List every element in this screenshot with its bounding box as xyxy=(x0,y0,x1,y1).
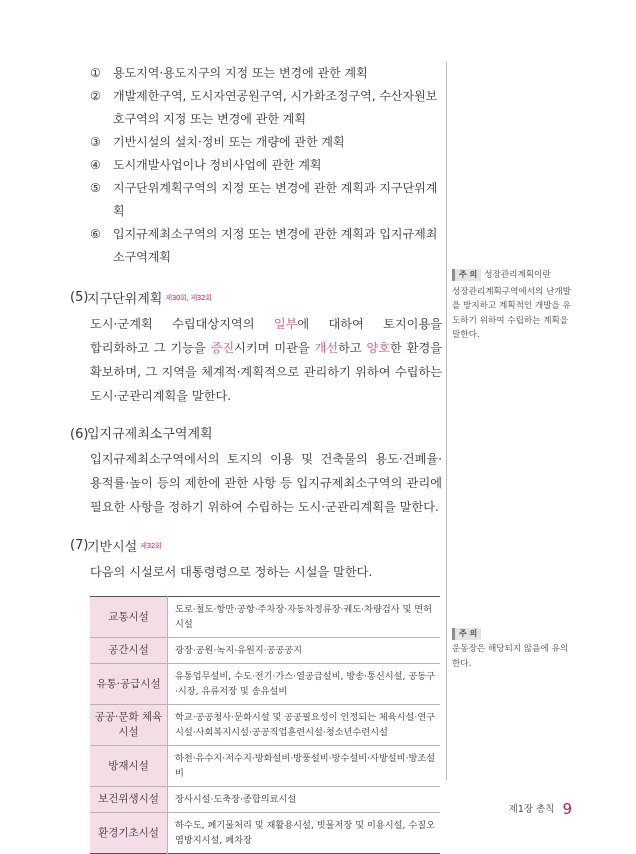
list-item: ① 용도지역·용도지구의 지정 또는 변경에 관한 계획 xyxy=(90,66,368,80)
table-row xyxy=(90,746,440,787)
description-cell: 하천·유수지·저수지·방화설비·방풍설비·방수설비·사방설비·방조설비 xyxy=(168,746,441,787)
list-item: ② 개발제한구역, 도시자연공원구역, 시가화조정구역, 수산자원보호구역의 지정 또는 변경에 관한 계획 xyxy=(90,89,438,126)
description-cell: 유통업무설비, 수도·전기·가스·열공급설비, 방송·통신시설, 공동구·시장, 유류저장 및 송유설비 xyxy=(168,664,441,705)
main-content xyxy=(70,62,442,854)
table-row xyxy=(90,638,440,664)
section-body: 다음의 시설로서 대통령령으로 정하는 시설을 말한다. xyxy=(90,565,373,579)
description-cell: 학교·공공청사·문화시설 및 공공필요성이 인정되는 체육시설·연구시설·사회복지시설·공공직업훈련시설·청소년수련시설 xyxy=(168,705,441,746)
category-cell: 공간시설 xyxy=(90,638,168,664)
side-note-growth-management: 주 의 성장관리계획이란 성장관리계획구역에서의 난개발을 방지하고 계획적인 개발을 유도하기 위하여 수립하는 계획을 말한다. xyxy=(452,270,571,340)
page-footer xyxy=(509,800,572,818)
margin-divider xyxy=(446,62,447,780)
category-cell: 환경기초시설 xyxy=(90,813,168,854)
chapter-title: 제1장 총칙 xyxy=(508,804,555,815)
exam-round-tag: 제30회, 제32회 xyxy=(165,294,212,302)
table-row xyxy=(90,664,440,705)
description-cell: 도로·철도·항만·공항·주차장·자동차정류장·궤도·차량검사 및 면허시설 xyxy=(168,597,441,638)
section-infrastructure xyxy=(70,534,442,854)
category-cell: 방재시설 xyxy=(90,746,168,787)
section-heading: (7) 기반시설 $^{제32회}$ xyxy=(70,538,162,555)
category-cell: 교통시설 xyxy=(90,597,168,638)
section-district-unit-plan xyxy=(70,286,442,408)
highlight-word: 일부 xyxy=(273,317,298,331)
description-cell: 광장·공원·녹지·유원지·공공공지 xyxy=(168,638,441,664)
note-label: 주 의 xyxy=(452,269,481,281)
section-minimum-regulation-zone-plan xyxy=(70,423,442,519)
highlight-word: 개선 xyxy=(314,341,339,355)
table-row xyxy=(90,813,440,854)
category-cell: 보건위생시설 xyxy=(90,787,168,813)
plan-contents-list xyxy=(70,62,442,269)
infrastructure-table xyxy=(90,596,440,854)
exam-round-tag: 제32회 xyxy=(140,542,162,550)
description-cell: 하수도, 폐기물처리 및 재활용시설, 빗물저장 및 이용시설, 수질오염방지시설, 폐차장 xyxy=(175,820,435,846)
table-row xyxy=(90,787,440,813)
section-heading: (5) 지구단위계획 $^{제30회, 제32회}$ xyxy=(70,290,212,307)
side-note-playground: 주 의 운동장은 해당되지 않음에 유의한다. xyxy=(452,629,569,669)
section-body: 도시·군계획 수립대상지역의 일부에 대하여 토지이용을 합리화하고 그 기능을 증진시키며 미관을 개선하고 양호한 환경을 확보하며, 그 지역을 체계적·계획적으로 관리하기 위하여 수립하는 도시·군관리계획을 말한다. xyxy=(90,317,442,403)
note-label: 주 의 xyxy=(452,628,481,640)
list-item: ⑤ 지구단위계획구역의 지정 또는 변경에 관한 계획과 지구단위계획 xyxy=(90,181,438,218)
highlight-word: 양호 xyxy=(366,341,391,355)
description-cell: 장사시설·도축장·종합의료시설 xyxy=(168,787,441,813)
section-heading: (6) 입지규제최소구역계획 xyxy=(70,427,213,442)
list-item: ④ 도시개발사업이나 정비사업에 관한 계획 xyxy=(90,158,322,172)
table-row xyxy=(90,597,440,638)
section-body: 입지규제최소구역에서의 토지의 이용 및 건축물의 용도·건폐율·용적률·높이 등의 제한에 관한 사항 등 입지규제최소구역의 관리에 필요한 사항을 정하기 위하여 수립하는 도시·군관리계획을 말한다. xyxy=(90,452,442,514)
page-number: 9 xyxy=(562,800,572,818)
list-item: ③ 기반시설의 설치·정비 또는 개량에 관한 계획 xyxy=(90,135,345,149)
table-row xyxy=(90,705,440,746)
highlight-word: 증진 xyxy=(210,341,235,355)
category-cell: 유통·공급시설 xyxy=(90,664,168,705)
category-cell: 공공·문화 체육시설 xyxy=(90,705,168,746)
list-item: ⑥ 입지규제최소구역의 지정 또는 변경에 관한 계획과 입지규제최소구역계획 xyxy=(90,227,438,264)
